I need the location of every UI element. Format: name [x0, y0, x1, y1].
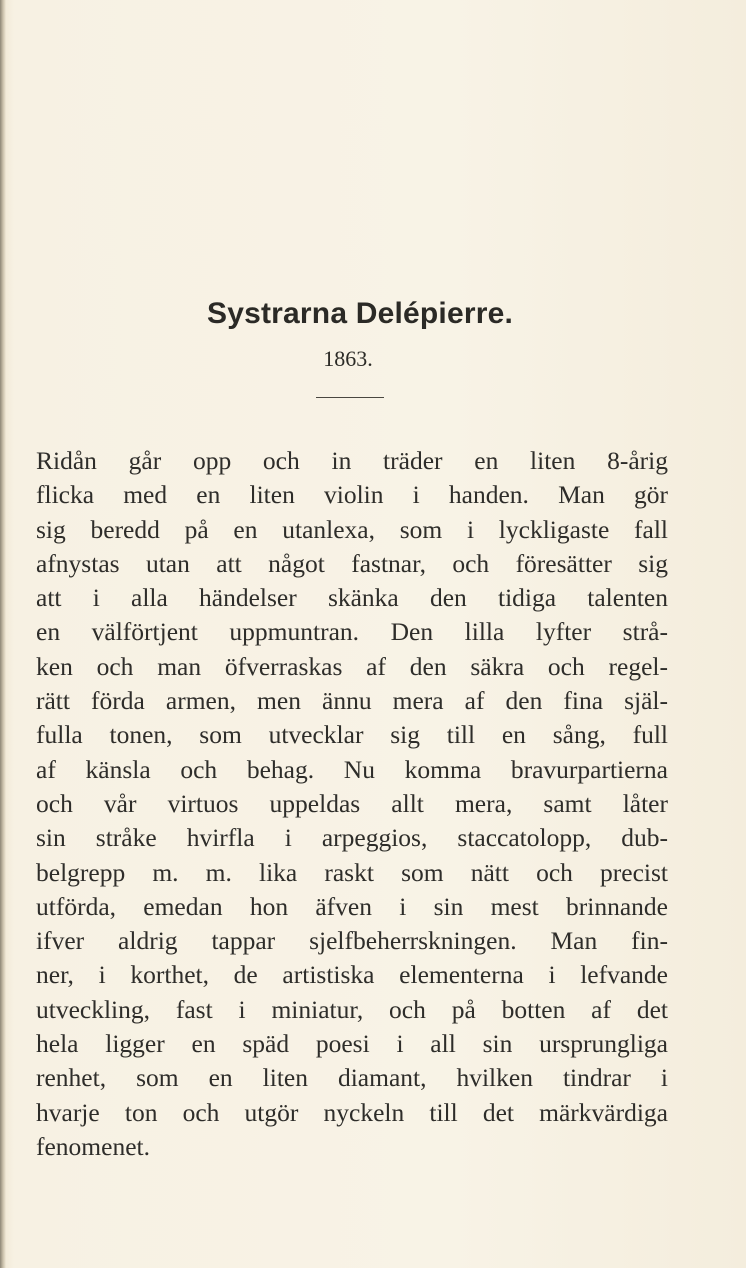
paragraph-line: ner, i korthet, de artistiska elementerna i lefvande: [36, 960, 668, 990]
page-binding-edge: [0, 0, 6, 1268]
paragraph-line: utveckling, fast i miniatur, och på botten af det: [36, 994, 668, 1024]
paragraph-line: att i alla händelser skänka den tidiga talenten: [36, 583, 668, 613]
paragraph-line: sin stråke hvirfla i arpeggios, staccatolopp, dub-: [36, 823, 668, 853]
paragraph-line: renhet, som en liten diamant, hvilken tindrar i: [36, 1063, 668, 1093]
body-paragraph: [36, 444, 668, 1164]
paragraph-line: ken och man öfverraskas af den säkra och regel-: [36, 651, 668, 681]
paragraph-line: Ridån går opp och in träder en liten 8-årig: [36, 446, 668, 475]
paragraph-line: fulla tonen, som utvecklar sig till en sång, full: [36, 720, 668, 750]
paragraph-line: belgrepp m. m. lika raskt som nätt och precist: [36, 857, 668, 887]
paragraph-line: flicka med en liten violin i handen. Man gör: [36, 480, 668, 510]
paragraph-line: afnystas utan att något fastnar, och föresätter sig: [36, 548, 668, 578]
paragraph-line: af känsla och behag. Nu komma bravurpartierna: [36, 754, 668, 784]
chapter-title: Systrarna Delépierre.: [206, 297, 514, 330]
paragraph-line: rätt förda armen, men ännu mera af den fina själ-: [36, 686, 668, 716]
paragraph-line: hvarje ton och utgör nyckeln till det märkvärdiga: [36, 1097, 668, 1127]
paragraph-line: utförda, emedan hon äfven i sin mest brinnande: [36, 891, 668, 921]
paragraph-line: fenomenet.: [36, 1131, 150, 1161]
chapter-year: 1863.: [323, 346, 373, 371]
paragraph-line: sig beredd på en utanlexa, som i lyckligaste fall: [36, 514, 668, 544]
paragraph-line: och vår virtuos uppeldas allt mera, samt låter: [36, 788, 668, 818]
paragraph-line: en välförtjent uppmuntran. Den lilla lyfter strå-: [36, 617, 668, 647]
paragraph-line: hela ligger en späd poesi i all sin ursprungliga: [36, 1029, 668, 1059]
paragraph-line: ifver aldrig tappar sjelfbeherrskningen. Man fin-: [36, 926, 668, 956]
title-divider-rule: [316, 397, 384, 398]
